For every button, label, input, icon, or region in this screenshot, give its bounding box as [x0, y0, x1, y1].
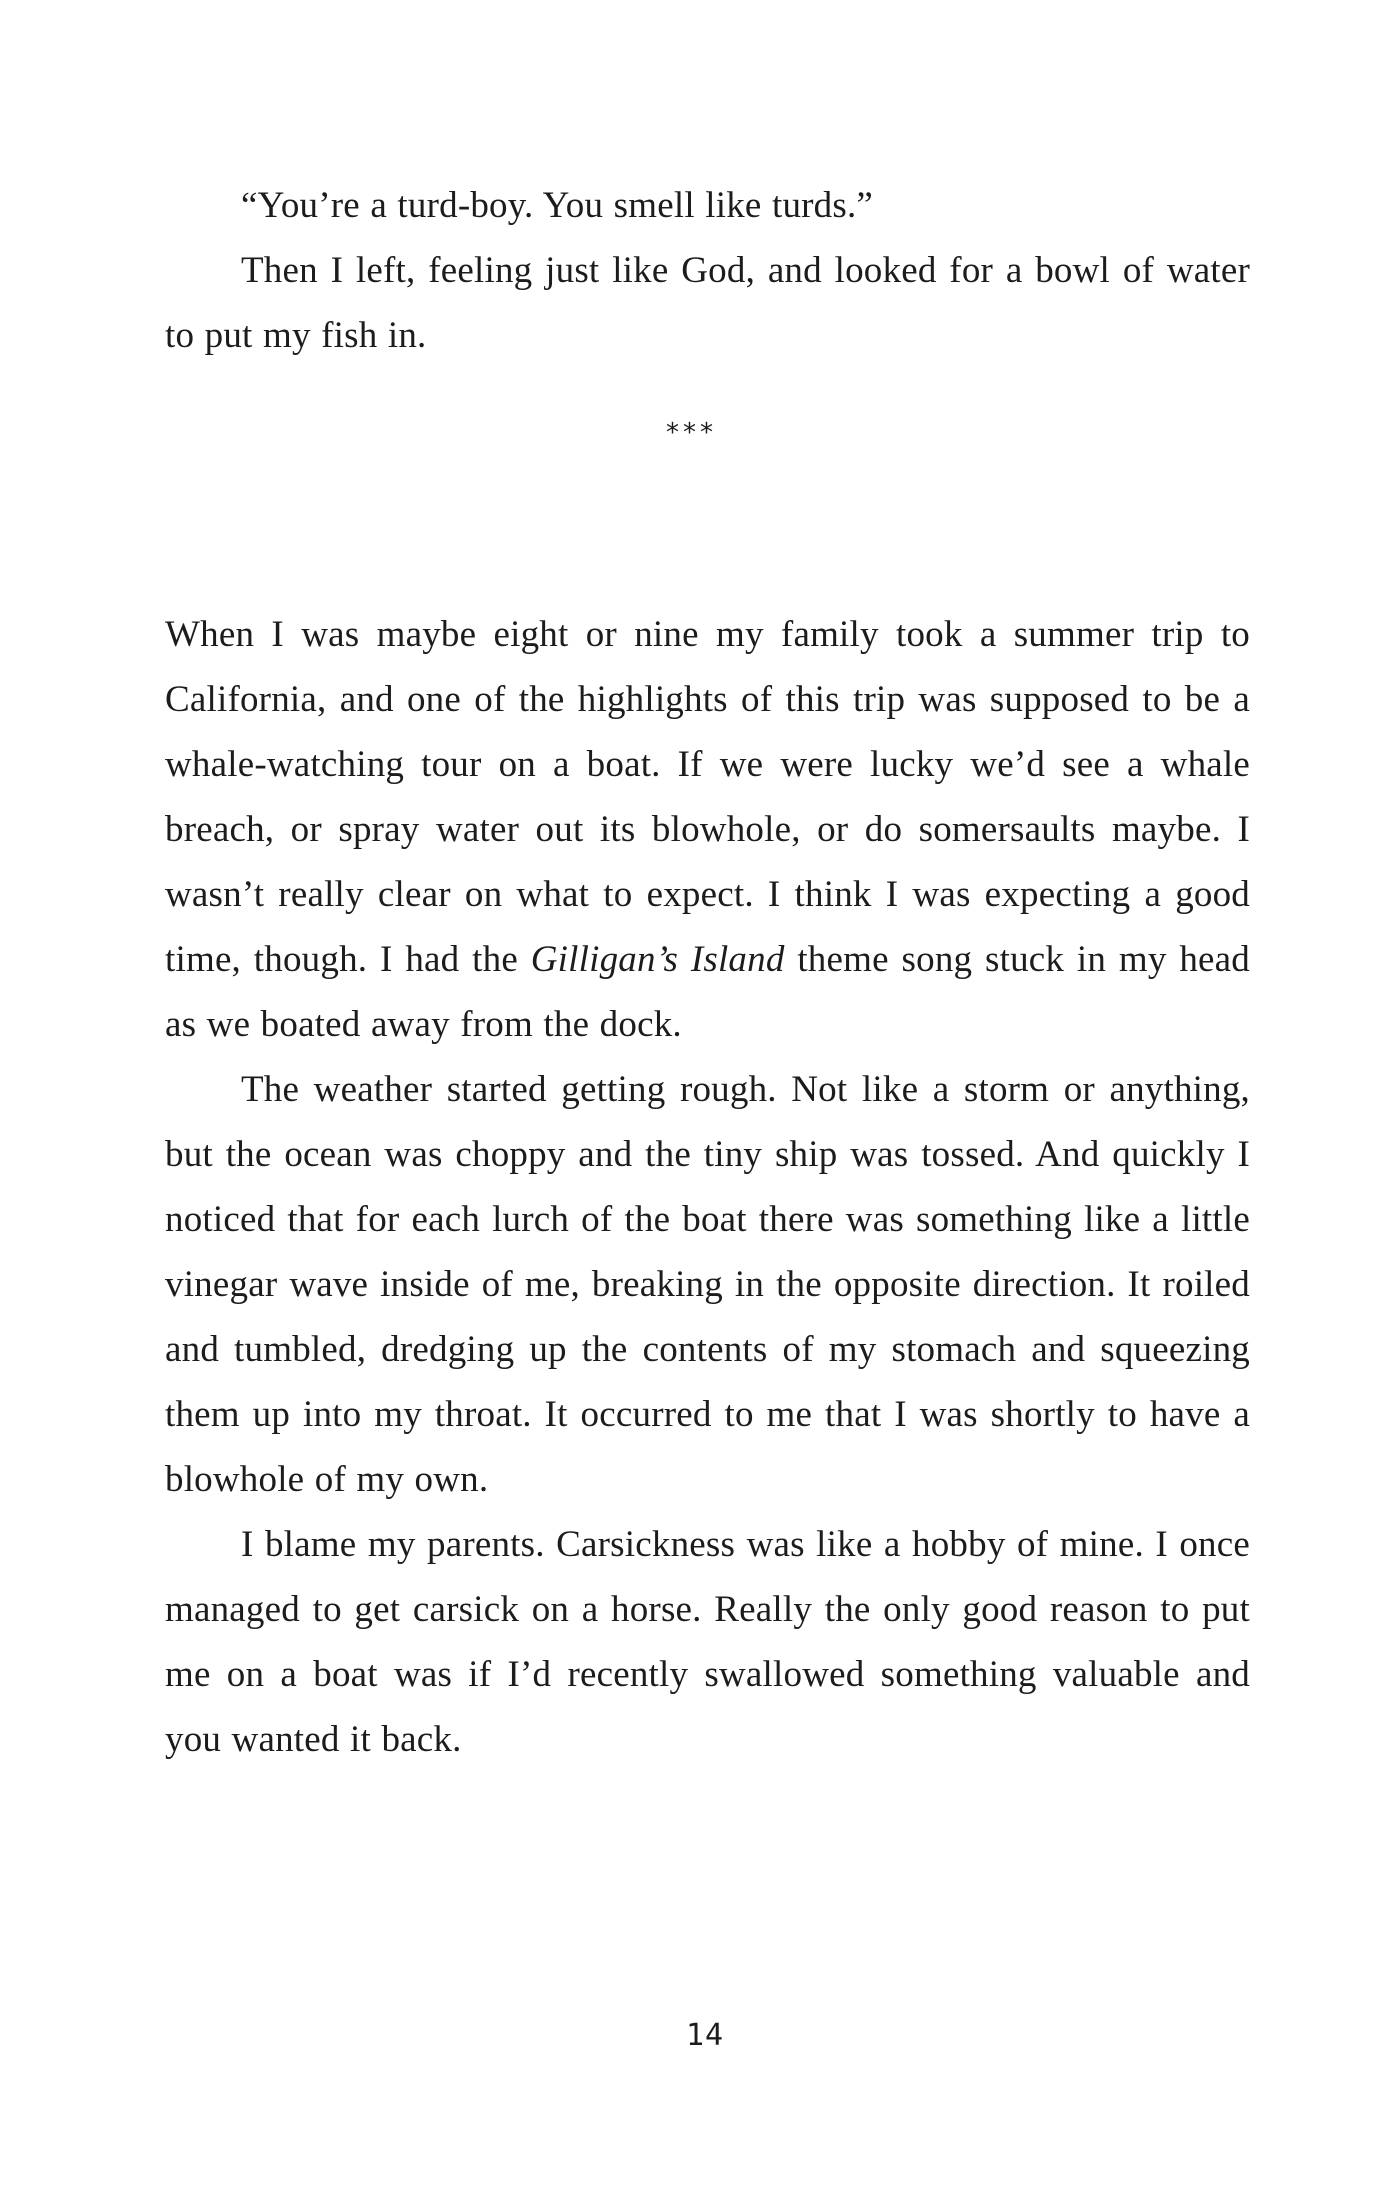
main-text — [165, 602, 1250, 1772]
paragraph-whale-trip-start: When I was maybe eight or nine my family took a summer trip to California, and one of the highlights of this trip was supposed to be a whale-watching tour on a boat. If we were lucky we’d see a whale breach, or spray water out its blowhole, or do somersaults maybe. I wasn’t really clear on what to expect. I think I was expecting a good time, though. I had the — [165, 614, 1250, 980]
page-number: 14 — [685, 2018, 725, 2053]
paragraph-carsickness: I blame my parents. Carsickness was like a hobby of mine. I once managed to get carsick on a horse. Really the only good reason to put me on a boat was if I’d recently swallowed something valuable and you wanted it back. — [165, 1524, 1250, 1760]
paragraph-whale-trip — [165, 602, 1250, 1057]
scene-break: *** — [666, 418, 717, 448]
paragraph-dialogue: “You’re a turd-boy. You smell like turds.” — [241, 185, 874, 226]
italic-title: Gilligan’s Island — [530, 939, 785, 980]
opening-text — [165, 173, 1250, 368]
paragraph-whale-trip-end: theme song stuck in my head as we boated away from the dock. — [165, 939, 1250, 1045]
paragraph-weather: The weather started getting rough. Not like a storm or anything, but the ocean was choppy and the tiny ship was tossed. And quickly I noticed that for each lurch of the boat there was something like a little vinegar wave inside of me, breaking in the opposite direction. It roiled and tumbled, dredging up the contents of my stomach and squeezing them up into my throat. It occurred to me that I was shortly to have a blowhole of my own. — [165, 1069, 1250, 1500]
paragraph-left-god: Then I left, feeling just like God, and looked for a bowl of water to put my fish in. — [165, 250, 1250, 356]
